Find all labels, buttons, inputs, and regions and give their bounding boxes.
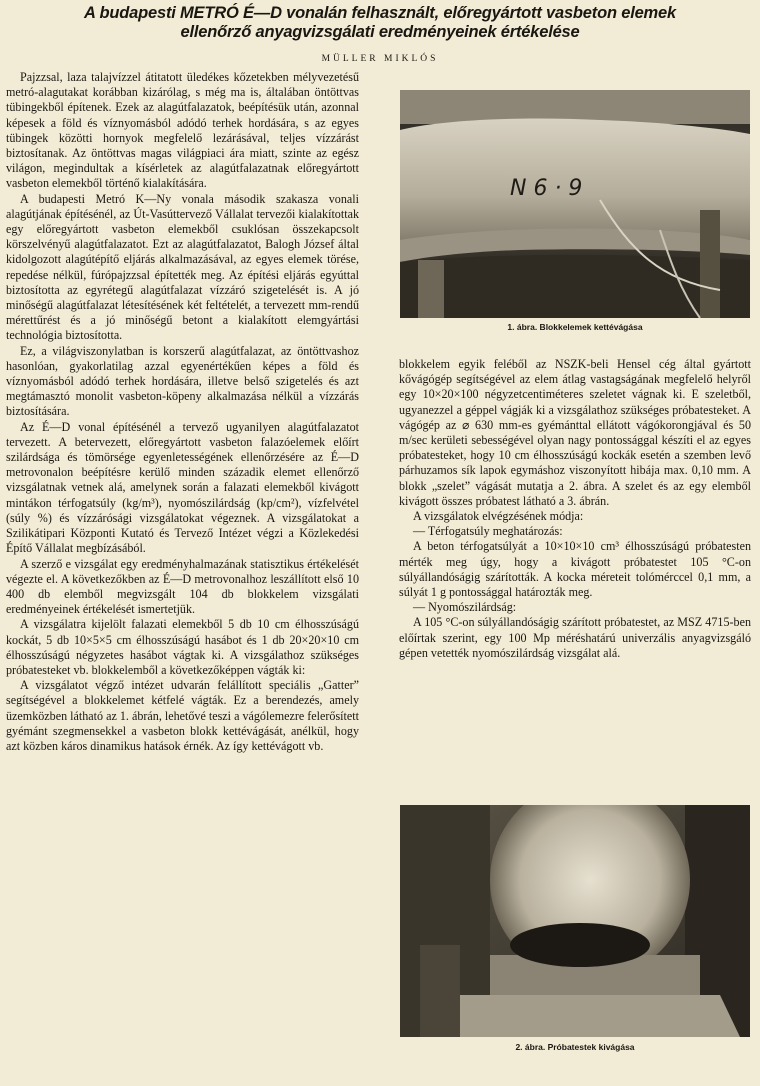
figure-1-caption: 1. ábra. Blokkelemek kettévágása xyxy=(507,322,643,332)
paragraph: Pajzzsal, laza talajvízzel átitatott üledékes kőzetekben mélyvezetésű metró-alagutakat korábban kizárólag, s még ma is, általában öntöttvas tübingekből építenek. Ezek az alagútfalazatok, beépítésük után, azonnal képesek a föld és víznyomásból adódó terhek hordására, s az egyes tübingek közötti hornyok megfelelő lezárásával, teljes vízzárást biztosítanak. Az öntöttvas magas világpiaci ára miatt, szinte az egész világon, megindultak a kísérletek az alagútfalazatnak előregyártott vasbeton elemekből történő kialakítására. xyxy=(6,70,359,191)
figure-2-photo xyxy=(400,805,750,1037)
title-line-2: ellenőrző anyagvizsgálati eredményeinek értékelése xyxy=(180,23,580,41)
article-title xyxy=(6,4,754,42)
subheading: — Térfogatsúly meghatározás: xyxy=(413,524,563,539)
paragraph: Ez, a világviszonylatban is korszerű alagútfalazat, az öntöttvashoz hasonlóan, gyakorlatilag azzal egyenértékűen képes a föld és víznyomásból adódó terhek hordására, illetve belső szigetelés és azt megtámasztó monolit vasbeton-köpeny alkalmazása nélkül a vízzárás biztosítására. xyxy=(6,343,359,419)
paragraph: A vizsgálatok elvégzésének módja: xyxy=(413,509,584,524)
left-column xyxy=(6,70,359,754)
paragraph: A szerző e vizsgálat egy eredményhalmazának statisztikus értékelését végezte el. A következőkben az É—D metrovonalhoz leszállított első 10 400 db elemből megvizsgált 104 db blokkelem vizsgálati eredményeinek értékelését ismertetjük. xyxy=(6,556,359,617)
block-marking-text: N 6 · 9 xyxy=(510,176,583,201)
figure-2-caption: 2. ábra. Próbatestek kivágása xyxy=(515,1042,635,1052)
figure-2-image xyxy=(400,805,750,1037)
paragraph: blokkelem egyik feléből az NSZK-beli Hensel cég által gyártott kővágógép segítségével az elem átlag vastagságának megfelelő helyről egy 10×20×100 négyzetcentiméteres szeletet vágnak ki. E szeletből, ugyanezzel a géppel vágják ki a vizsgálathoz szükséges próbatesteket. A vágógép az ⌀ 630 mm-es gyémánttal ellátott vágókorongjával és 50 m/sec kerületi sebességével olyan nagy pontossággal készíti el az egyes próbatesteket, hogy 10 cm élhosszúságú kockák esetén a szemben levő párhuzamos sík lapok egymáshoz viszonyított hibája max. 0,10 mm. A blokk „szelet” vágását mutatja a 2. ábra. A szelet és az egy elemből kivágott összes próbatest látható a 3. ábrán. xyxy=(399,357,751,508)
subheading: — Nyomószilárdság: xyxy=(413,600,517,615)
figure-1-image xyxy=(400,90,750,318)
paragraph: A vizsgálatot végző intézet udvarán felállított speciális „Gatter” segítségével a blokkelemet kétfelé vágták. Ez a berendezés, amely üzemközben látható az 1. ábrán, lehetővé teszi a vágólemezre felerősített gyémánt szegmensekkel a vasbeton blokk kettévágását, anélkül, hogy azt közben káros dinamikus hatások érnék. Az így kettévágott vb. xyxy=(6,678,359,753)
paragraph: A beton térfogatsúlyát a 10×10×10 cm³ élhosszúságú próbatesten mérték meg úgy, hogy a kivágott próbatestet 105 °C-on súlyállandóságig szárították. A kocka méreteit tolómérccel 0,1 mm, a súlyát 1 g pontossággal határozták meg. xyxy=(399,539,751,600)
paragraph: A vizsgálatra kijelölt falazati elemekből 5 db 10 cm élhosszúságú kockát, 5 db 10×5×5 cm élhosszúságú hasábot és 1 db 20×20×10 cm élhosszúságú négyzetes hasábot vágtak ki. A vizsgálathoz szükséges próbatesteket vb. blokkelemből a következőképpen vágták ki: xyxy=(6,617,359,677)
paragraph: A 105 °C-on súlyállandóságig szárított próbatestet, az MSZ 4715-ben előírtak szerint, egy 100 Mp méréshatárú univerzális anyagvizsgáló gépen vetették nyomószilárdság vizsgálat alá. xyxy=(399,615,751,660)
figure-1-photo xyxy=(400,90,750,318)
paragraph: Az É—D vonal építésénél a tervező ugyanilyen alagútfalazatot tervezett. A betervezett, előregyártott vasbeton falazóelemek előírt szilárdsága és tömörsége egyenletességének ellenőrzésére az É—D metrovonalon beépítésre kerülő minden századik elemet ellenőrző vizsgálatnak vetnek alá, amelynek során a falazati elemekből kivágott mintákon térfogatsúly (kg/m³), nyomószilárdság (kp/cm²), vízfelvétel (súly %) és vízzárósági vizsgálatokat végeznek. A vizsgálatokat a Szilikátipari Központi Kutató és Tervező Intézet végzi a Közlekedési Építő Vállalat megbízásából. xyxy=(6,419,359,556)
author-name: MÜLLER MIKLÓS xyxy=(321,54,439,64)
title-line-1: A budapesti METRÓ É—D vonalán felhasznált, előregyártott vasbeton elemek xyxy=(84,4,676,22)
paragraph: A budapesti Metró K—Ny vonala második szakasza vonali alagútjának építésénél, az Út-Vasúttervező Vállalat tervezői kialakítottak egy előregyártott vasbeton elemekből csuklósan összekapcsolt körszelvényű alagútfalazatot. Ezt az alagútfalazatot, Balogh József által kidolgozott alagútépítő eljárás alkalmazásával, az egyes elemek törése, repedése nélkül, fúrópajzzsal építették meg. Az építési eljárás egyúttal biztosította az egyrétegű alagútfalazat vízzáró szigetelését is. A jó minőségű alagútfalazat létesítésének két feltételét, a tervezett mm-rendű mérettűrést és a jó minőségű betont a kialakított elemgyártási technológia biztosította. xyxy=(6,191,359,343)
right-column xyxy=(399,357,751,661)
